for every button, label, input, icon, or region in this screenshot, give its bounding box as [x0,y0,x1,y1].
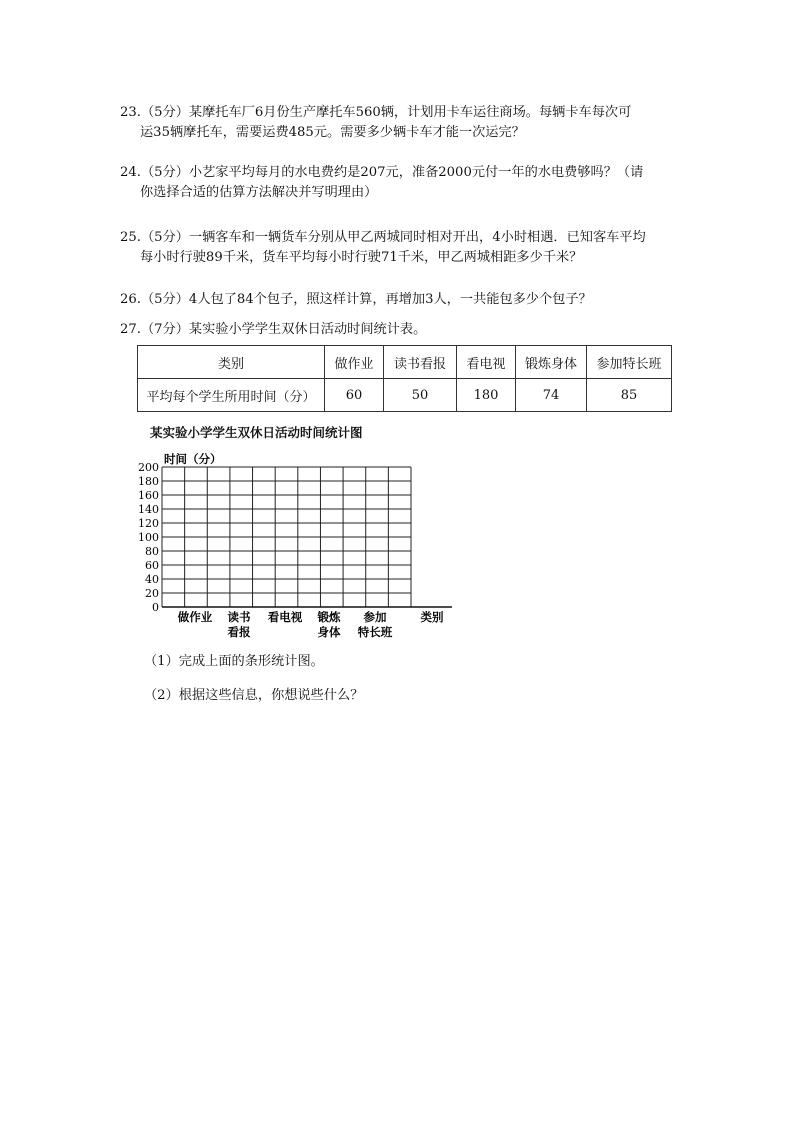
question-25-line1: 25.（5分）一辆客车和一辆货车分别从甲乙两城同时相对开出，4小时相遇．已知客车平均 [120,230,646,245]
table-cell: 看电视 [457,346,516,379]
table-cell: 85 [587,379,672,412]
category-label-line2: 身体 [317,625,341,639]
y-tick-label: 160 [138,489,159,502]
y-tick-label: 60 [145,559,159,572]
y-axis-label: 时间（分） [164,452,222,466]
table-cell: 参加特长班 [587,346,672,379]
y-tick-label: 140 [138,503,159,516]
y-tick-label: 200 [138,461,159,474]
y-tick-label: 180 [138,475,159,488]
question-23-line2: 运35辆摩托车，需要运费485元。需要多少辆卡车才能一次运完？ [140,125,525,140]
table-cell: 读书看报 [384,346,457,379]
question-23-line1: 23.（5分）某摩托车厂6月份生产摩托车560辆，计划用卡车运往商场。每辆卡车每次可 [120,105,632,120]
subquestion-2: （2）根据这些信息，你想说些什么？ [144,688,364,703]
chart-title: 某实验小学学生双休日活动时间统计图 [150,425,363,440]
category-label: 看电视 [267,610,303,624]
y-tick-label: 120 [138,517,159,530]
question-26-line1: 26.（5分）4人包了84个包子，照这样计算，再增加3人，一共能包多少个包子？ [120,292,592,307]
table-cell: 做作业 [325,346,384,379]
category-label-line2: 特长班 [357,625,393,639]
category-label-line2: 看报 [227,625,251,639]
y-tick-label: 100 [138,531,159,544]
question-27-line1: 27.（7分）某实验小学学生双休日活动时间统计表。 [120,322,427,337]
question-24-line1: 24.（5分）小艺家平均每月的水电费约是207元，准备2000元付一年的水电费够吗？（请 [120,165,644,180]
question-24-line2: 你选择合适的估算方法解决并写明理由） [140,185,378,200]
category-label: 读书 [227,610,251,624]
y-tick-label: 20 [145,587,159,600]
y-tick-label: 80 [145,545,159,558]
x-axis-label: 类别 [420,610,444,624]
question-25-line2: 每小时行驶89千米，货车平均每小时行驶71千米，甲乙两城相距多少千米？ [140,250,583,265]
category-label: 参加 [363,610,387,624]
category-label: 做作业 [177,610,213,624]
table-cell: 平均每个学生所用时间（分） [138,379,325,412]
y-tick-label: 40 [145,573,159,586]
subquestion-1: （1）完成上面的条形统计图。 [144,654,324,669]
table-cell: 锻炼身体 [516,346,587,379]
y-tick-label: 0 [152,601,159,614]
table-cell: 74 [516,379,587,412]
table-cell: 50 [384,379,457,412]
table-cell: 类别 [138,346,325,379]
table-cell: 60 [325,379,384,412]
category-label: 锻炼 [317,610,341,624]
table-cell: 180 [457,379,516,412]
